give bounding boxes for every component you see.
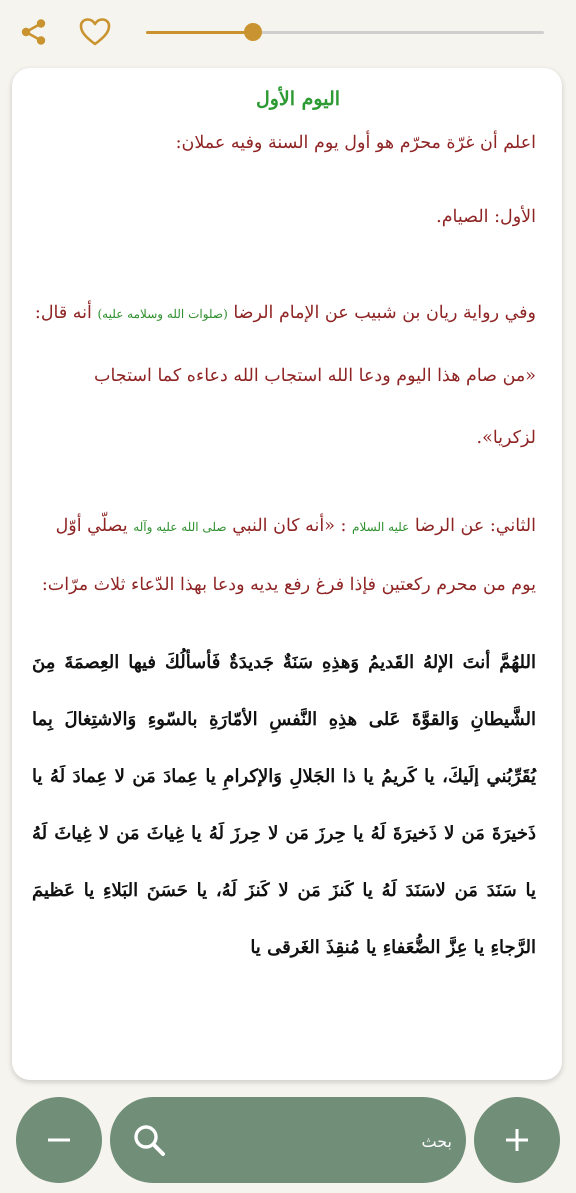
peace-upon-him-glyph: عليه السلام [352, 520, 410, 534]
zoom-in-button[interactable] [474, 1097, 560, 1183]
minus-icon [45, 1126, 73, 1154]
salutation-text: (صلوات الله وسلامه عليه) [97, 307, 228, 321]
content-card [12, 68, 562, 1080]
search-input[interactable] [180, 1120, 454, 1162]
plus-icon [503, 1126, 531, 1154]
page-title: اليوم الأول [255, 88, 341, 110]
zoom-out-button[interactable] [16, 1097, 102, 1183]
second-action-intro: الثاني: عن الرضا [414, 516, 536, 536]
share-icon [19, 17, 49, 47]
intro-paragraph: اعلم أن غرّة محرّم هو أول يوم السنة وفيه عملان: [175, 133, 536, 153]
share-button[interactable] [16, 14, 52, 50]
search-icon [130, 1121, 170, 1161]
prophet-salutation-glyph: صلى الله عليه وآله [133, 520, 227, 534]
second-action-paragraph [32, 497, 536, 614]
heart-icon [79, 17, 111, 47]
narration-paragraph [32, 282, 536, 469]
dua-text: اللهُمَّ أنتَ الإلهُ القَديمُ وَهذِهِ سَنَةٌ جَديدَةٌ فَأسألُكَ فيها العِصمَةَ مِنَ الشَّيطانِ وَالقوَّةَ عَلى هذِهِ النَّفسِ الأمّارَةِ بالسّوءِ وَالاشتِغالَ بِما يُقَرِّبُني إلَيكَ، يا كَريمُ يا ذا الجَلالِ وَالإكرامِ يا عِمادَ مَن لا عِمادَ لَهُ يا ذَخيرَةَ مَن لا ذَخيرَةَ لَهُ يا حِرزَ مَن لا حِرزَ لَهُ يا غِياثَ مَن لا غِياثَ لَهُ يا سَنَدَ مَن لاسَنَدَ لَهُ يا كَنزَ مَن لا كَنزَ لَهُ، يا حَسَنَ البَلاءِ يا عَظيمَ الرَّجاءِ يا عِزَّ الضُّعَفاءِ يا مُنقِذَ الغَرقى يا [32, 652, 536, 958]
narration-text: وفي رواية ريان بن شبيب عن الإمام الرضا [233, 303, 536, 323]
slider-fill [146, 31, 253, 34]
bottom-toolbar [0, 1092, 576, 1193]
second-action-text: يصلّي أوّل يوم من محرم ركعتين فإذا فرغ رفع يديه ودعا بهذا الدّعاء ثلاث مرّات: [41, 516, 536, 595]
favorite-button[interactable] [77, 14, 113, 50]
slider-thumb[interactable] [244, 23, 262, 41]
second-action-quote-start: : «أنه كان النبي [232, 516, 347, 536]
narration-quote: أنه قال: «من صام هذا اليوم ودعا الله استجاب الله دعاءه كما استجاب لزكريا». [34, 303, 536, 448]
search-bar[interactable] [110, 1097, 466, 1183]
reading-progress-slider[interactable] [146, 31, 544, 34]
top-toolbar [0, 0, 576, 64]
search-button[interactable] [130, 1121, 170, 1161]
first-action-paragraph: الأول: الصيام. [436, 207, 536, 227]
